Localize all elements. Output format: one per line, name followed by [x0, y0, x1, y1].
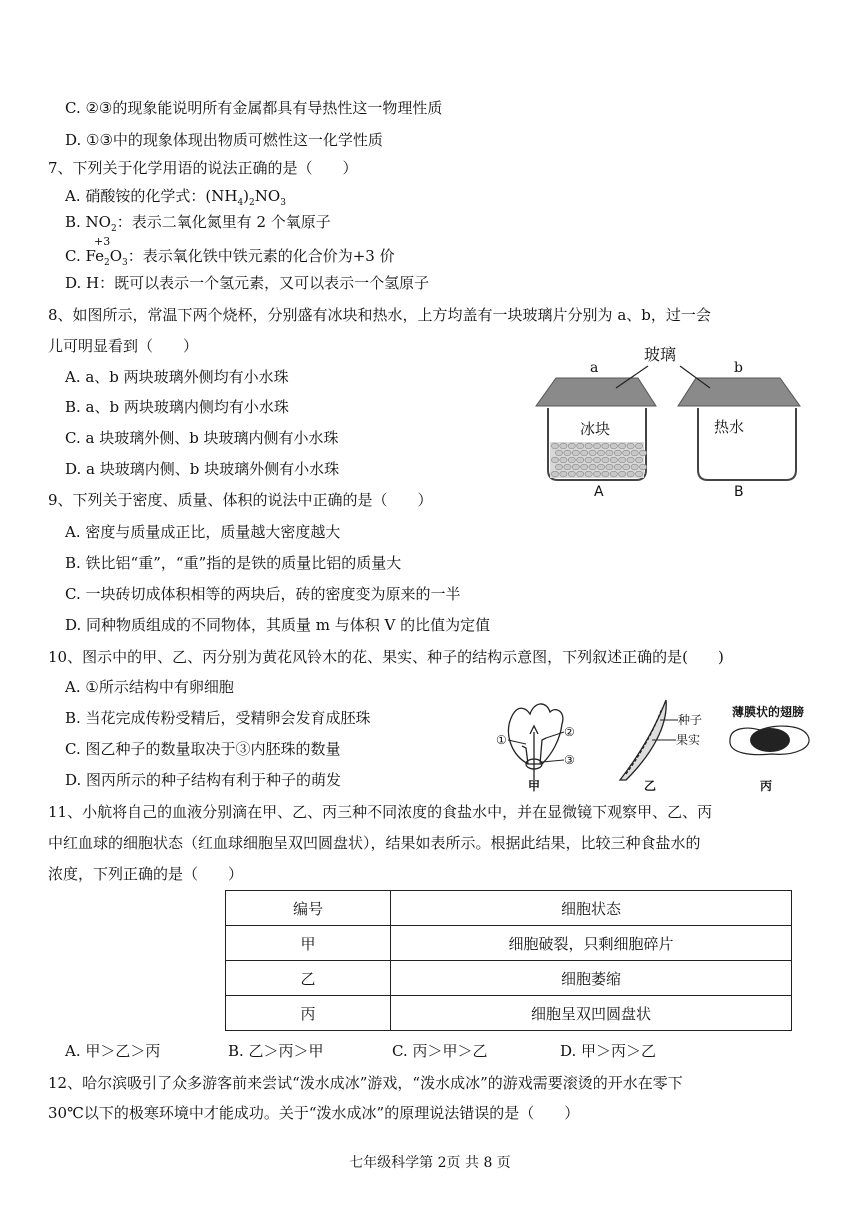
ice-piece	[639, 464, 646, 470]
table-cell: 细胞破裂，只剩细胞碎片	[391, 926, 792, 961]
q7b-text-2: ：表示二氧化氮里有 2 个氧原子	[116, 213, 331, 231]
ice-piece	[631, 464, 638, 470]
q9-option-c: C. 一块砖切成体积相等的两块后，砖的密度变为原来的一半	[65, 585, 461, 603]
table-row	[226, 996, 792, 1031]
q11-stem-line2: 中红血球的细胞状态（红血球细胞呈双凹圆盘状），结果如表所示。根据此结果，比较三种食盐水的	[48, 834, 701, 852]
q10-stem: 10、图示中的甲、乙、丙分别为黄花风铃木的花、果实、种子的结构示意图，下列叙述正确的是( )	[48, 648, 724, 666]
q11-option-c: C. 丙＞甲＞乙	[392, 1042, 488, 1060]
ice-piece	[606, 450, 613, 456]
ice-piece	[560, 471, 567, 477]
table-cell: 细胞呈双凹圆盘状	[391, 996, 792, 1031]
ice-piece	[577, 443, 584, 449]
winged-seed-diagram	[730, 726, 809, 755]
hot-water-label: 热水	[714, 418, 745, 436]
q9-option-b: B. 铁比铝“重”，“重”指的是铁的质量比铝的质量大	[65, 554, 402, 572]
marker-2: ②	[564, 725, 575, 739]
ice-piece	[564, 464, 571, 470]
marker-3: ③	[564, 753, 575, 767]
q7a-sub-3: 3	[280, 198, 286, 208]
q7-option-a	[65, 186, 286, 213]
table-header-cell: 细胞状态	[391, 891, 792, 926]
ice-piece	[572, 450, 579, 456]
ice-piece	[635, 443, 642, 449]
label-yi: 乙	[644, 779, 657, 793]
q7-stem: 7、下列关于化学用语的说法正确的是（ ）	[48, 159, 358, 177]
ice-piece	[610, 471, 617, 477]
ice-piece	[593, 443, 600, 449]
q8-option-c: C. a 块玻璃外侧、b 块玻璃内侧有小水珠	[65, 429, 339, 447]
q7c-sub-1: 2	[103, 258, 110, 268]
ice-cubes	[550, 442, 647, 478]
q8-stem-line2: 儿可明显看到（ ）	[48, 337, 199, 355]
q7-option-d: D. H：既可以表示一个氢元素，又可以表示一个氢原子	[65, 274, 430, 292]
ice-piece	[589, 450, 596, 456]
q7-option-c	[65, 246, 395, 273]
ice-piece	[560, 457, 567, 463]
label-B: B	[734, 484, 744, 498]
q11-stem-line1: 11、小航将自己的血液分别滴在甲、乙、丙三种不同浓度的食盐水中，并在显微镜下观察甲、乙、丙	[48, 803, 713, 821]
q7b-sub: 2	[110, 224, 117, 234]
ice-piece	[610, 443, 617, 449]
glass-label: 玻璃	[644, 345, 677, 364]
q8-beaker-figure	[528, 338, 808, 498]
ice-piece	[614, 464, 621, 470]
table-cell: 甲	[226, 926, 391, 961]
q7c-sub-2: 3	[122, 258, 128, 268]
ice-piece	[602, 471, 609, 477]
ice-piece	[555, 464, 562, 470]
label-b: b	[734, 360, 743, 376]
ice-piece	[589, 464, 596, 470]
ice-piece	[568, 457, 575, 463]
ice-piece	[631, 450, 638, 456]
table-cell: 丙	[226, 996, 391, 1031]
q7c-text-2: O	[109, 247, 122, 265]
table-cell: 乙	[226, 961, 391, 996]
q7b-text-1: B. NO	[65, 213, 111, 231]
q9-stem: 9、下列关于密度、质量、体积的说法中正确的是（ ）	[48, 491, 433, 509]
q7a-text-2: )	[243, 187, 250, 205]
ice-piece	[568, 471, 575, 477]
ice-piece	[635, 471, 642, 477]
q10-option-d: D. 图丙所示的种子结构有利于种子的萌发	[65, 771, 342, 789]
q7a-sub-2: 2	[249, 198, 255, 208]
q8-option-d: D. a 块玻璃内侧、b 块玻璃外侧有小水珠	[65, 460, 340, 478]
ice-label: 冰块	[580, 420, 611, 438]
q12-stem-line2: 30℃以下的极寒环境中才能成功。关于“泼水成冰”的原理说法错误的是（ ）	[48, 1104, 580, 1122]
fruit-label: 果实	[676, 733, 701, 747]
ice-piece	[597, 464, 604, 470]
ice-piece	[551, 471, 558, 477]
q11-option-d: D. 甲＞丙＞乙	[560, 1042, 657, 1060]
ice-piece	[619, 457, 626, 463]
seed-label: 种子	[678, 713, 703, 727]
q7c-text-3: ：表示氧化铁中铁元素的化合价为+3 价	[127, 247, 395, 265]
label-jia: 甲	[528, 779, 541, 793]
page-footer: 七年级科学第 2页 共 8 页	[349, 1155, 511, 1171]
q10-option-a: A. ①所示结构中有卵细胞	[65, 678, 234, 696]
ice-piece	[627, 443, 634, 449]
q7a-sub-1: 4	[237, 198, 244, 208]
label-a: a	[590, 360, 599, 376]
ice-piece	[551, 443, 558, 449]
ice-piece	[555, 450, 562, 456]
ice-piece	[602, 457, 609, 463]
ice-piece	[560, 443, 567, 449]
ice-piece	[639, 450, 646, 456]
q11-option-a: A. 甲＞乙＞丙	[65, 1042, 161, 1060]
ice-piece	[614, 450, 621, 456]
ice-piece	[593, 457, 600, 463]
wing-label: 薄膜状的翅膀	[732, 705, 805, 719]
ice-piece	[581, 464, 588, 470]
ice-piece	[627, 471, 634, 477]
ice-piece	[619, 443, 626, 449]
table-row	[226, 961, 792, 996]
q7a-text-1: A. 硝酸铵的化学式：(NH	[65, 187, 238, 205]
ice-piece	[623, 464, 630, 470]
q6-option-d: D. ①③中的现象体现出物质可燃性这一化学性质	[65, 131, 383, 149]
ice-piece	[577, 471, 584, 477]
q11-stem-line3: 浓度，下列正确的是（ ）	[48, 865, 244, 883]
q12-stem-line1: 12、哈尔滨吸引了众多游客前来尝试“泼水成冰”游戏，“泼水成冰”的游戏需要滚烫的开水在零下	[48, 1074, 683, 1092]
q7a-text-3: NO	[254, 187, 281, 205]
marker-2-line	[546, 732, 564, 738]
ice-piece	[577, 457, 584, 463]
q10-plant-figure	[490, 694, 825, 794]
q8-option-b: B. a、b 两块玻璃内侧均有小水珠	[65, 398, 289, 416]
q10-option-c: C. 图乙种子的数量取决于③内胚珠的数量	[65, 740, 341, 758]
table-header-row	[226, 891, 792, 926]
ice-piece	[597, 450, 604, 456]
ice-piece	[581, 450, 588, 456]
q10-option-b: B. 当花完成传粉受精后，受精卵会发育成胚珠	[65, 709, 371, 727]
q7c-text-1: C. Fe	[65, 247, 104, 265]
ice-piece	[585, 443, 592, 449]
ice-piece	[627, 457, 634, 463]
q7c-valence-mark: +3	[94, 235, 111, 248]
ice-piece	[623, 450, 630, 456]
beaker-b	[698, 408, 796, 480]
label-A: A	[594, 484, 604, 498]
ice-piece	[635, 457, 642, 463]
q9-option-a: A. 密度与质量成正比，质量越大密度越大	[65, 523, 341, 541]
ice-piece	[593, 471, 600, 477]
marker-1: ①	[496, 733, 507, 747]
ice-piece	[551, 457, 558, 463]
table-cell: 细胞萎缩	[391, 961, 792, 996]
ice-piece	[572, 464, 579, 470]
q9-option-d: D. 同种物质组成的不同物体，其质量 m 与体积 V 的比值为定值	[65, 616, 491, 634]
table-header-cell: 编号	[226, 891, 391, 926]
glass-plate-a	[536, 378, 656, 406]
ice-piece	[606, 464, 613, 470]
ice-piece	[602, 443, 609, 449]
label-bing: 丙	[760, 779, 773, 793]
table-row	[226, 926, 792, 961]
q8-stem-line1: 8、如图所示，常温下两个烧杯，分别盛有冰块和热水，上方均盖有一块玻璃片分别为 a、b，过一会	[48, 306, 711, 324]
q11-option-b: B. 乙＞丙＞甲	[228, 1042, 324, 1060]
q6-option-c: C. ②③的现象能说明所有金属都具有导热性这一物理性质	[65, 99, 443, 117]
ice-piece	[585, 471, 592, 477]
glass-plate-b	[678, 378, 800, 406]
q11-results-table	[225, 890, 792, 1031]
ice-piece	[564, 450, 571, 456]
ice-piece	[619, 471, 626, 477]
ice-piece	[610, 457, 617, 463]
ice-piece	[568, 443, 575, 449]
q8-option-a: A. a、b 两块玻璃外侧均有小水珠	[65, 368, 289, 386]
ice-piece	[585, 457, 592, 463]
